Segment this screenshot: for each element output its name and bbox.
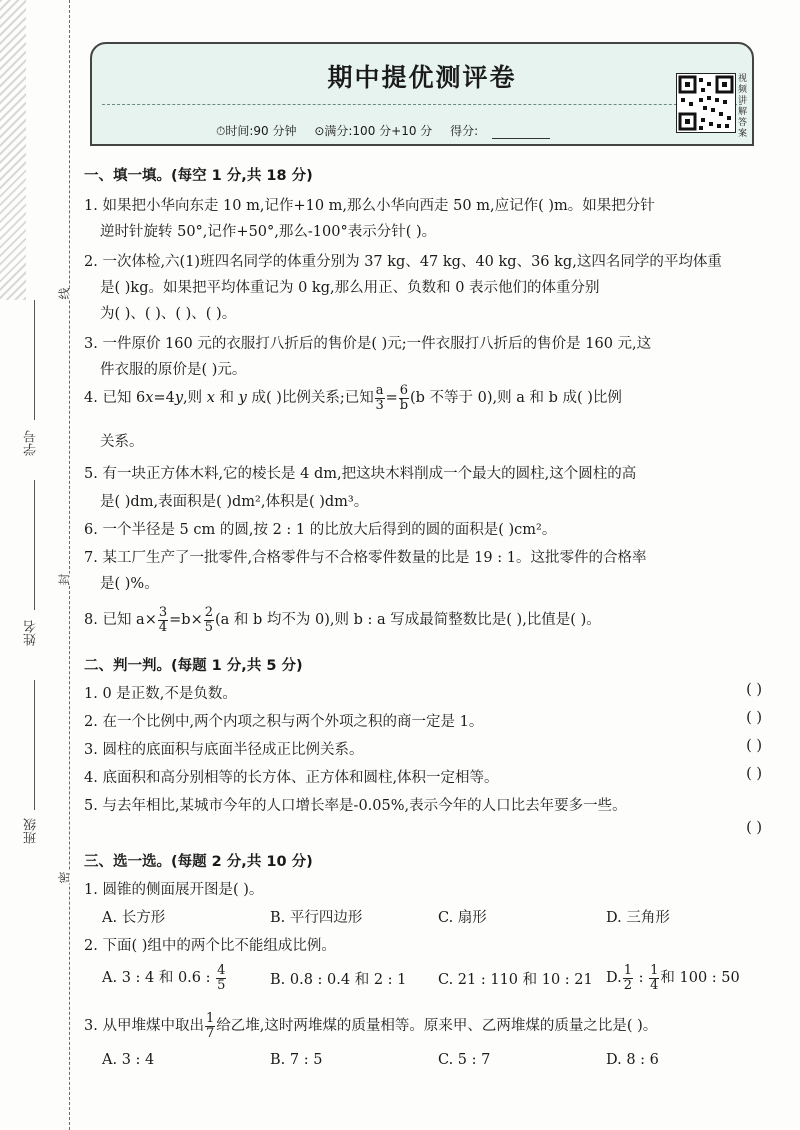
q1-line2: 逆时针旋转 50°,记作+50°,那么-100°表示分针( )。 <box>100 224 437 240</box>
score-label: 得分: <box>450 124 479 138</box>
q3-line2: 件衣服的原价是( )元。 <box>100 362 247 378</box>
header-divider <box>102 104 742 105</box>
exam-info <box>216 122 564 139</box>
fraction-1-over-4: $\frac{1}{4}$ <box>650 963 659 993</box>
hatch-decoration <box>0 0 26 300</box>
q6-line: 6. 一个半径是 5 cm 的圆,按 2 : 1 的比放大后得到的圆的面积是( )cm²。 <box>84 522 557 538</box>
judge-item-2: 2. 在一个比例中,两个内项之积与两个外项之积的商一定是 1。 <box>84 714 484 730</box>
section1-title: 一、填一填。(每空 1 分,共 18 分) <box>84 168 313 184</box>
page-title: 期中提优测评卷 <box>327 63 517 92</box>
judge-answer-1[interactable]: ( ) <box>746 682 762 698</box>
q7-line2: 是( )%。 <box>100 576 159 592</box>
q8-line: 8. 已知 a× $\frac{3}{4}$ =b× $\frac{2}{5}$ (a 和 b 均不为 0),则 b : a 写成最简整数比是( ),比值是( )。 <box>84 605 601 635</box>
choice-q2-option-c[interactable]: C. 21 : 110 和 10 : 21 <box>438 972 593 988</box>
q2-line3: 为( )、( )、( )、( )。 <box>100 306 237 322</box>
choice-q2-option-d[interactable]: D. $\frac{1}{2}$ : $\frac{1}{4}$ 和 100 : 50 <box>606 963 740 993</box>
full-score: ⊙满分:100 分+10 分 <box>314 124 433 138</box>
judge-answer-3[interactable]: ( ) <box>746 738 762 754</box>
choice-q3-option-d[interactable]: D. 8 : 6 <box>606 1052 659 1068</box>
choice-q1-option-a[interactable]: A. 长方形 <box>102 910 166 926</box>
fraction-2-over-5: $\frac{2}{5}$ <box>204 605 214 635</box>
q2-line1: 2. 一次体检,六(1)班四名同学的体重分别为 37 kg、47 kg、40 kg、36 kg,这四名同学的平均体重 <box>84 254 722 270</box>
qr-code-icon[interactable] <box>676 73 736 133</box>
fraction-3-over-4: $\frac{3}{4}$ <box>158 605 168 635</box>
q3-line1: 3. 一件原价 160 元的衣服打八折后的售价是( )元;一件衣服打八折后的售价是 160 元,这 <box>84 336 652 352</box>
choice-q3-option-b[interactable]: B. 7 : 5 <box>270 1052 323 1068</box>
section3-title: 三、选一选。(每题 2 分,共 10 分) <box>84 854 313 870</box>
judge-answer-2[interactable]: ( ) <box>746 710 762 726</box>
q5-line2: 是( )dm,表面积是( )dm²,体积是( )dm³。 <box>100 494 369 510</box>
choice-q1: 1. 圆锥的侧面展开图是( )。 <box>84 882 264 898</box>
exam-header <box>90 42 754 146</box>
q4-line1: 4. 已知 6x=4y,则 x 和 y 成( )比例关系;已知 $\frac{a}{3}$ = $\frac{6}{b}$ (b 不等于 0),则 a 和 b 成( )比例 <box>84 383 622 413</box>
qr-caption: 视频讲解答案 <box>738 74 748 139</box>
binding-dashed-line <box>69 0 70 1130</box>
seal-char-secret: 密 <box>53 871 76 883</box>
fraction-1-over-2: $\frac{1}{2}$ <box>623 963 632 993</box>
section2-title: 二、判一判。(每题 1 分,共 5 分) <box>84 658 303 674</box>
score-blank[interactable] <box>492 138 550 139</box>
name-label: 姓名 <box>24 620 39 646</box>
judge-item-5: 5. 与去年相比,某城市今年的人口增长率是-0.05%,表示今年的人口比去年要多一些。 <box>84 798 627 814</box>
q7-line1: 7. 某工厂生产了一批零件,合格零件与不合格零件数量的比是 19 : 1。这批零件的合格率 <box>84 550 647 566</box>
fraction-a-over-3: $\frac{a}{3}$ <box>375 383 384 413</box>
judge-answer-4[interactable]: ( ) <box>746 766 762 782</box>
name-blank <box>34 480 35 610</box>
judge-item-3: 3. 圆柱的底面积与底面半径成正比例关系。 <box>84 742 364 758</box>
seal-char-line: 线 <box>53 287 76 299</box>
choice-q2-option-b[interactable]: B. 0.8 : 0.4 和 2 : 1 <box>270 972 407 988</box>
choice-q1-option-d[interactable]: D. 三角形 <box>606 910 670 926</box>
class-label: 班级 <box>24 818 39 844</box>
student-id-label: 学号 <box>24 430 39 456</box>
choice-q2: 2. 下面( )组中的两个比不能组成比例。 <box>84 938 336 954</box>
judge-item-4: 4. 底面积和高分别相等的长方体、正方体和圆柱,体积一定相等。 <box>84 770 499 786</box>
q5-line1: 5. 有一块正方体木料,它的棱长是 4 dm,把这块木料削成一个最大的圆柱,这个圆柱的高 <box>84 466 637 482</box>
time-limit: ⏱时间:90 分钟 <box>216 124 297 138</box>
judge-item-1: 1. 0 是正数,不是负数。 <box>84 686 237 702</box>
choice-q3: 3. 从甲堆煤中取出 $\frac{1}{7}$ 给乙堆,这时两堆煤的质量相等。原来甲、乙两堆煤的质量之比是( )。 <box>84 1011 658 1041</box>
student-id-blank <box>34 300 35 420</box>
fraction-4-over-5: $\frac{4}{5}$ <box>217 963 226 993</box>
binding-margin <box>0 0 76 1130</box>
q1-line1: 1. 如果把小华向东走 10 m,记作+10 m,那么小华向西走 50 m,应记作( )m。如果把分针 <box>84 198 655 214</box>
q4-line2: 关系。 <box>100 434 144 450</box>
choice-q3-option-a[interactable]: A. 3 : 4 <box>102 1052 155 1068</box>
choice-q1-option-b[interactable]: B. 平行四边形 <box>270 910 363 926</box>
seal-char-seal: 封 <box>53 573 76 585</box>
q2-line2: 是( )kg。如果把平均体重记为 0 kg,那么用正、负数和 0 表示他们的体重分别 <box>100 280 600 296</box>
choice-q2-option-a[interactable]: A. 3 : 4 和 0.6 : $\frac{4}{5}$ <box>102 963 226 993</box>
class-blank <box>34 680 35 810</box>
fraction-6-over-b: $\frac{6}{b}$ <box>399 383 409 413</box>
choice-q3-option-c[interactable]: C. 5 : 7 <box>438 1052 491 1068</box>
choice-q1-option-c[interactable]: C. 扇形 <box>438 910 487 926</box>
fraction-1-over-7: $\frac{1}{7}$ <box>205 1011 215 1041</box>
judge-answer-5[interactable]: ( ) <box>746 820 762 836</box>
